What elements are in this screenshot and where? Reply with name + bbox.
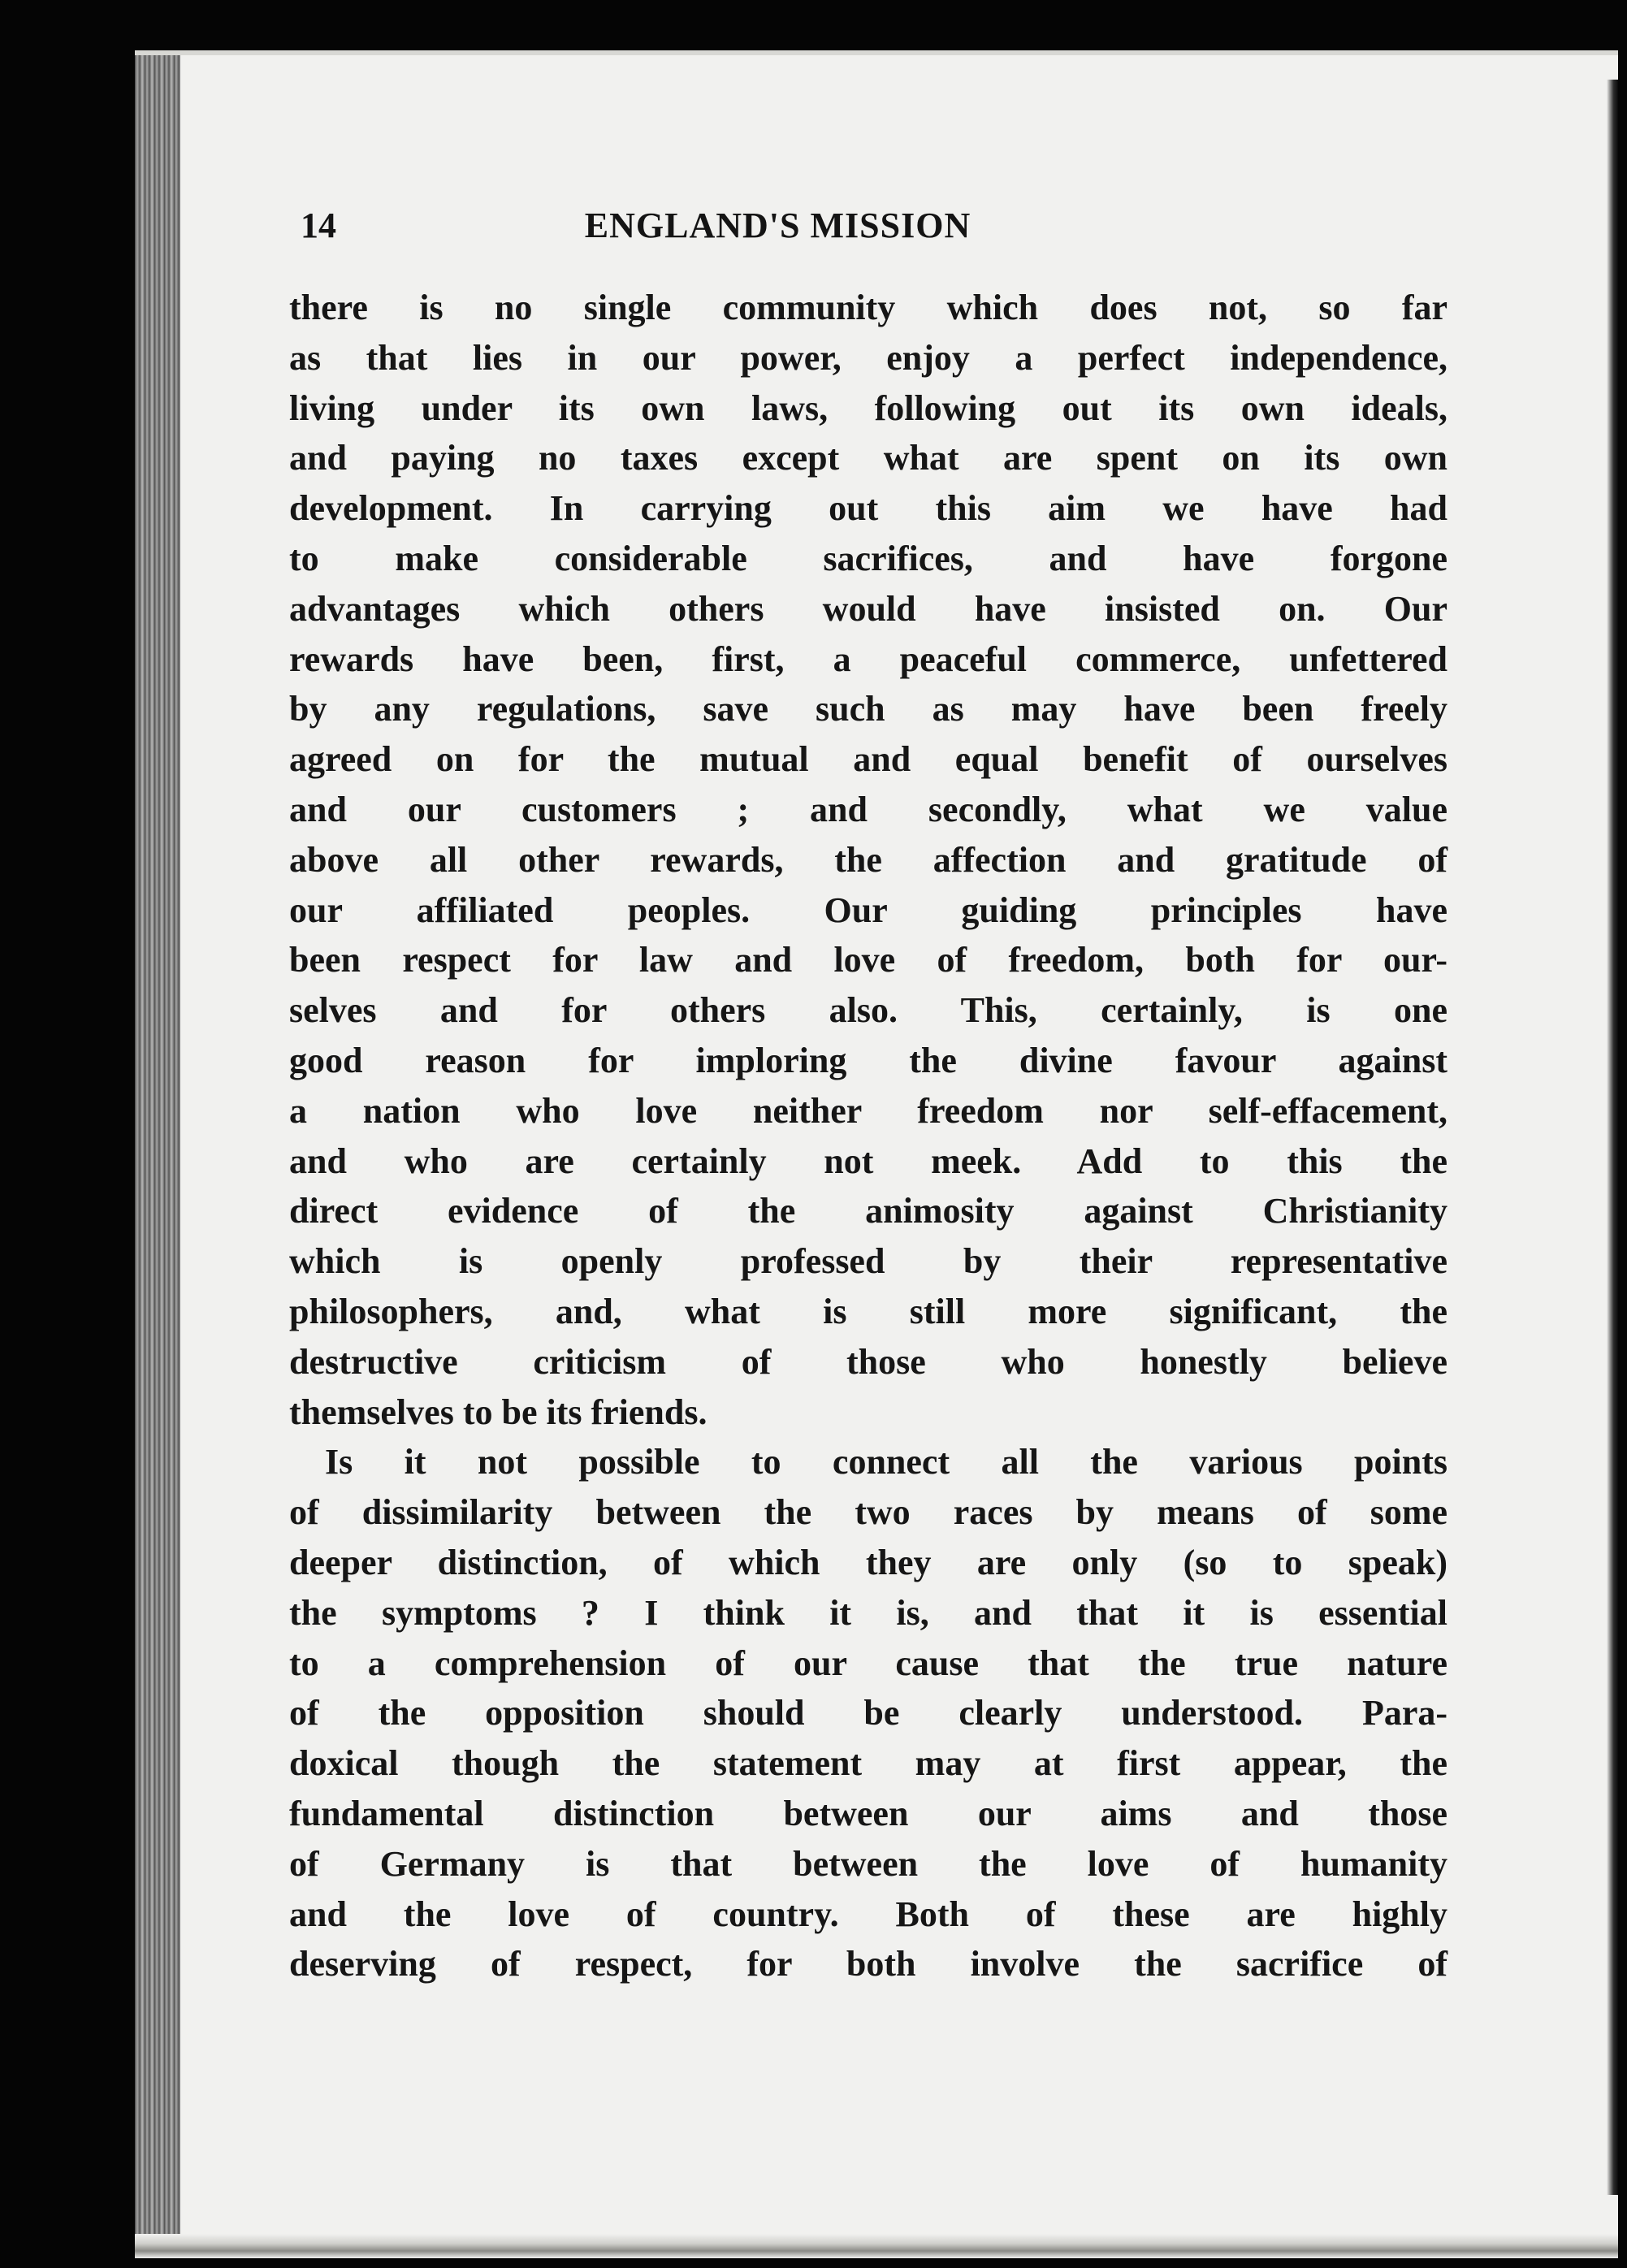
text-line: philosophers, and, what is still more significant, the xyxy=(289,1291,1447,1331)
text-line: doxical though the statement may at first appear, the xyxy=(289,1743,1447,1784)
text-line: and who are certainly not meek. Add to this the xyxy=(289,1140,1447,1181)
text-line: deserving of respect, for both involve the sacrifice of xyxy=(289,1944,1447,1984)
text-line: and the love of country. Both of these are highly xyxy=(289,1894,1447,1934)
text-line: by any regulations, save such as may have been freely xyxy=(289,689,1447,729)
text-line: and our customers ; and secondly, what we value xyxy=(289,789,1447,829)
running-title: ENGLAND'S MISSION xyxy=(584,206,971,245)
text-line: of dissimilarity between the two races by means of some xyxy=(289,1492,1447,1533)
page-bottom-edge xyxy=(135,2234,1618,2258)
page-number: 14 xyxy=(301,206,336,245)
text-line: good reason for imploring the divine favour against xyxy=(289,1040,1447,1080)
text-line: the symptoms ? I think it is, and that it is essential xyxy=(289,1592,1447,1633)
text-line: rewards have been, first, a peaceful commerce, unfettered xyxy=(289,638,1447,679)
text-line: as that lies in our power, enjoy a perfect independence, xyxy=(289,337,1447,378)
text-line: our affiliated peoples. Our guiding principles have xyxy=(289,889,1447,930)
text-line: fundamental distinction between our aims and those xyxy=(289,1793,1447,1833)
paragraph-start-line: Is it not possible to connect all the various points xyxy=(325,1442,1447,1482)
text-line: to make considerable sacrifices, and have forgone xyxy=(289,538,1447,578)
book-binding xyxy=(135,55,180,2258)
text-line: which is openly professed by their representative xyxy=(289,1241,1447,1282)
page-right-edge xyxy=(1607,80,1618,2195)
text-line: agreed on for the mutual and equal benefit of ourselves xyxy=(289,739,1447,780)
text-line: living under its own laws, following out its own ideals, xyxy=(289,387,1447,428)
text-line: to a comprehension of our cause that the true nature xyxy=(289,1643,1447,1683)
body-text xyxy=(289,283,1447,1989)
text-line: development. In carrying out this aim we have had xyxy=(289,488,1447,529)
text-line: been respect for law and love of freedom, both for our- xyxy=(289,940,1447,980)
paragraph-end-line: themselves to be its friends. xyxy=(289,1392,707,1432)
text-line: destructive criticism of those who honestly believe xyxy=(289,1341,1447,1382)
text-line: of the opposition should be clearly understood. Para- xyxy=(289,1693,1447,1733)
text-line: selves and for others also. This, certainly, is one xyxy=(289,990,1447,1031)
text-line: above all other rewards, the affection and gratitude of xyxy=(289,839,1447,880)
text-line: there is no single community which does not, so far xyxy=(289,288,1447,327)
text-line: deeper distinction, of which they are only (so to speak) xyxy=(289,1542,1447,1582)
text-line: of Germany is that between the love of humanity xyxy=(289,1843,1447,1884)
text-line: and paying no taxes except what are spent on its own xyxy=(289,438,1447,478)
running-head xyxy=(301,205,1178,262)
text-line: direct evidence of the animosity against Christianity xyxy=(289,1191,1447,1231)
text-line: advantages which others would have insisted on. Our xyxy=(289,588,1447,629)
text-line: a nation who love neither freedom nor self-effacement, xyxy=(289,1090,1447,1131)
